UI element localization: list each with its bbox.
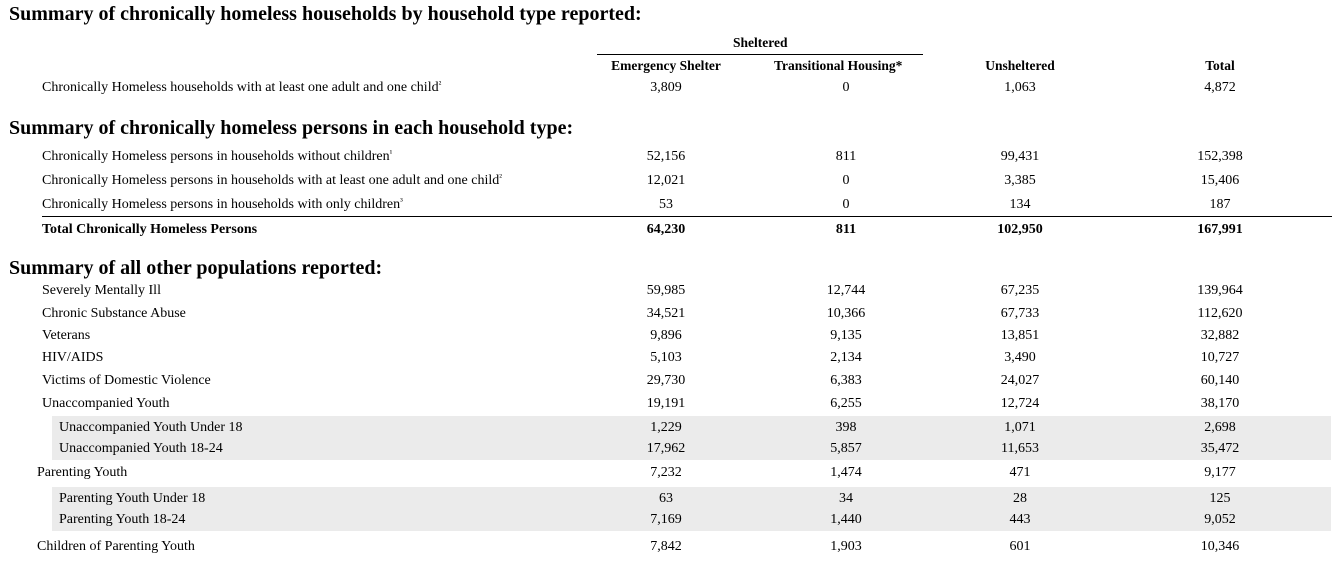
cell-transitional-housing: 1,474 (830, 465, 862, 480)
cell-transitional-housing: 2,134 (830, 350, 862, 365)
heading-other-populations: Summary of all other populations reported: (9, 257, 383, 279)
cell-total: 125 (1209, 491, 1231, 506)
cell-total: 10,346 (1200, 539, 1240, 554)
cell-total: 187 (1209, 197, 1231, 212)
cell-transitional-housing: 811 (835, 149, 857, 164)
cell-emergency-shelter: 5,103 (650, 350, 682, 365)
cell-unsheltered: 13,851 (1000, 328, 1040, 343)
cell-transitional-housing: 6,383 (830, 373, 862, 388)
cell-total: 38,170 (1200, 396, 1240, 411)
cell-transitional-housing: 0 (842, 173, 850, 188)
cell-transitional-housing: 34 (839, 491, 853, 506)
row-label: Chronically Homeless persons in households without children$^{^1}$ (42, 148, 393, 164)
cell-unsheltered: 134 (1009, 197, 1031, 212)
cell-total: 152,398 (1197, 149, 1243, 164)
cell-emergency-shelter: 1,229 (650, 420, 682, 435)
cell-transitional-housing: 0 (842, 80, 850, 95)
row-label: Victims of Domestic Violence (42, 373, 211, 388)
cell-total: 15,406 (1200, 173, 1240, 188)
total-rule (42, 216, 1332, 217)
row-label: Chronically Homeless persons in households with at least one adult and one child$^{^2}$ (42, 172, 502, 188)
cell-total: 35,472 (1200, 441, 1240, 456)
cell-total: 112,620 (1197, 306, 1243, 321)
cell-unsheltered: 601 (1009, 539, 1031, 554)
cell-unsheltered: 3,385 (1004, 173, 1036, 188)
row-label: Chronic Substance Abuse (42, 306, 186, 321)
cell-unsheltered: 12,724 (1000, 396, 1040, 411)
cell-transitional-housing: 1,440 (830, 512, 862, 527)
row-label: Unaccompanied Youth (42, 396, 170, 411)
cell-unsheltered: 1,063 (1004, 80, 1036, 95)
row-label: HIV/AIDS (42, 350, 104, 365)
cell-transitional-housing: 0 (842, 197, 850, 212)
cell-emergency-shelter: 59,985 (646, 283, 686, 298)
heading-households: Summary of chronically homeless households by household type reported: (9, 3, 642, 25)
cell-emergency-shelter: 9,896 (650, 328, 682, 343)
row-label: Unaccompanied Youth Under 18 (59, 420, 243, 435)
cell-transitional-housing: 10,366 (826, 306, 866, 321)
row-label: Unaccompanied Youth 18-24 (59, 441, 223, 456)
cell-unsheltered: 99,431 (1000, 149, 1040, 164)
cell-unsheltered: 443 (1009, 512, 1031, 527)
row-label: Chronically Homeless persons in households with only children$^{^3}$ (42, 196, 403, 212)
row-label: Parenting Youth (37, 465, 128, 480)
heading-persons: Summary of chronically homeless persons in each household type: (9, 117, 574, 139)
total-label: Total Chronically Homeless Persons (42, 222, 258, 237)
cell-emergency-shelter: 64,230 (646, 222, 686, 237)
cell-transitional-housing: 398 (835, 420, 857, 435)
footnote-marker: ² (438, 79, 442, 89)
cell-unsheltered: 24,027 (1000, 373, 1040, 388)
cell-emergency-shelter: 7,842 (650, 539, 682, 554)
cell-total: 32,882 (1200, 328, 1240, 343)
row-label: Parenting Youth 18-24 (59, 512, 186, 527)
cell-total: 2,698 (1204, 420, 1236, 435)
col-header-unsheltered: Unsheltered (985, 58, 1055, 73)
row-label: Severely Mentally Ill (42, 283, 161, 298)
row-label: Children of Parenting Youth (37, 539, 195, 554)
cell-unsheltered: 11,653 (1001, 441, 1039, 456)
cell-emergency-shelter: 53 (659, 197, 673, 212)
cell-total: 4,872 (1204, 80, 1236, 95)
sheltered-rule (597, 54, 923, 55)
col-header-emergency-shelter: Emergency Shelter (611, 58, 721, 73)
cell-emergency-shelter: 52,156 (646, 149, 686, 164)
cell-transitional-housing: 1,903 (830, 539, 862, 554)
row-label: Veterans (42, 328, 91, 343)
cell-unsheltered: 28 (1013, 491, 1027, 506)
cell-transitional-housing: 9,135 (830, 328, 862, 343)
footnote-marker: ² (499, 172, 502, 182)
cell-total: 9,052 (1204, 512, 1236, 527)
cell-emergency-shelter: 63 (659, 491, 673, 506)
col-header-sheltered: Sheltered (733, 35, 788, 50)
cell-total: 10,727 (1200, 350, 1240, 365)
cell-emergency-shelter: 7,232 (650, 465, 682, 480)
cell-unsheltered: 1,071 (1004, 420, 1036, 435)
cell-unsheltered: 67,235 (1000, 283, 1040, 298)
cell-emergency-shelter: 7,169 (650, 512, 682, 527)
row-label: Chronically Homeless households with at least one adult and one child$^{^2}$ (42, 79, 442, 95)
cell-emergency-shelter: 12,021 (646, 173, 686, 188)
cell-unsheltered: 67,733 (1000, 306, 1040, 321)
cell-total: 167,991 (1197, 222, 1243, 237)
footnote-marker: ³ (400, 196, 403, 206)
cell-emergency-shelter: 29,730 (646, 373, 686, 388)
cell-emergency-shelter: 17,962 (646, 441, 686, 456)
cell-unsheltered: 3,490 (1004, 350, 1036, 365)
cell-unsheltered: 102,950 (997, 222, 1043, 237)
cell-total: 139,964 (1197, 283, 1243, 298)
footnote-marker: ¹ (389, 148, 393, 158)
cell-transitional-housing: 6,255 (830, 396, 862, 411)
cell-total: 9,177 (1204, 465, 1236, 480)
cell-transitional-housing: 5,857 (830, 441, 862, 456)
cell-emergency-shelter: 19,191 (646, 396, 686, 411)
col-header-total: Total (1205, 58, 1235, 73)
col-header-transitional-housing: Transitional Housing* (774, 58, 903, 73)
cell-total: 60,140 (1200, 373, 1240, 388)
row-label: Parenting Youth Under 18 (59, 491, 206, 506)
cell-transitional-housing: 12,744 (826, 283, 866, 298)
cell-emergency-shelter: 3,809 (650, 80, 682, 95)
cell-emergency-shelter: 34,521 (646, 306, 686, 321)
cell-transitional-housing: 811 (835, 222, 857, 237)
cell-unsheltered: 471 (1009, 465, 1031, 480)
